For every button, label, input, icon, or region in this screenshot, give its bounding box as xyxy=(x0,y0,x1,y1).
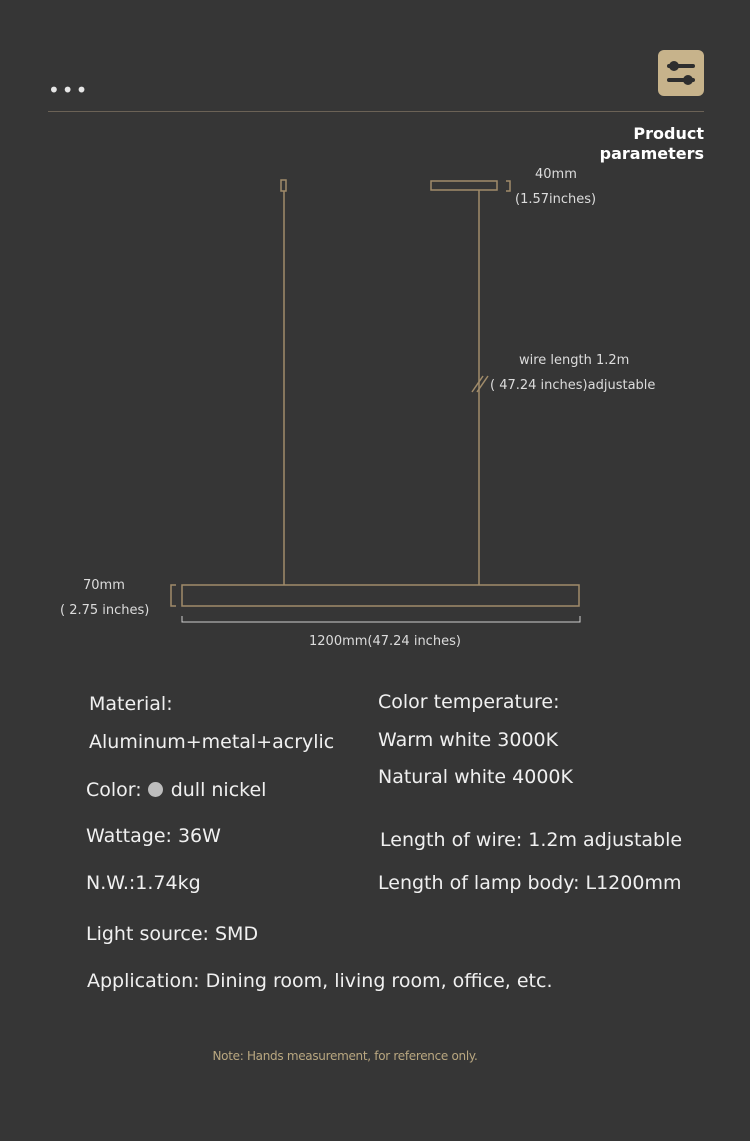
wire-length-spec: Length of wire: 1.2m adjustable xyxy=(380,829,683,851)
page-title-line2: parameters xyxy=(599,144,704,163)
ellipsis-icon[interactable]: ••• xyxy=(48,78,90,102)
body-height-inches: ( 2.75 inches) xyxy=(60,603,150,618)
canopy xyxy=(431,181,497,190)
color-temperature-label: Color temperature: xyxy=(378,691,560,713)
application-spec: Application: Dining room, living room, office, etc. xyxy=(87,970,553,992)
color-temperature-warm: Warm white 3000K xyxy=(378,729,559,751)
body-height-mm: 70mm xyxy=(83,578,125,593)
canopy-height-inches: (1.57inches) xyxy=(515,192,597,207)
light-source-spec: Light source: SMD xyxy=(86,923,259,945)
wattage-spec: Wattage: 36W xyxy=(86,825,221,847)
body-length-label: 1200mm(47.24 inches) xyxy=(309,634,461,649)
reference-note: Note: Hands measurement, for reference only. xyxy=(212,1049,478,1063)
net-weight-spec: N.W.:1.74kg xyxy=(86,872,201,894)
lamp-body-length-spec: Length of lamp body: L1200mm xyxy=(378,872,682,894)
lamp-body xyxy=(182,585,579,606)
body-length-dimension xyxy=(182,616,580,622)
page-title-line1: Product xyxy=(633,124,704,143)
body-height-bracket xyxy=(171,585,176,606)
left-hanger-cap xyxy=(281,180,286,191)
material-label: Material: xyxy=(89,693,173,715)
color-spec xyxy=(86,778,266,802)
color-value: dull nickel xyxy=(170,779,267,801)
wire-break-mark xyxy=(472,376,483,392)
material-value: Aluminum+metal+acrylic xyxy=(89,731,335,753)
canopy-height-mm: 40mm xyxy=(535,167,577,182)
color-swatch xyxy=(148,782,163,797)
color-temperature-natural: Natural white 4000K xyxy=(378,766,573,788)
wire-length-label: wire length 1.2m xyxy=(519,353,630,368)
wire-length-inches: ( 47.24 inches)adjustable xyxy=(490,378,656,393)
color-label: Color: xyxy=(86,779,142,801)
canopy-height-bracket xyxy=(506,181,510,191)
